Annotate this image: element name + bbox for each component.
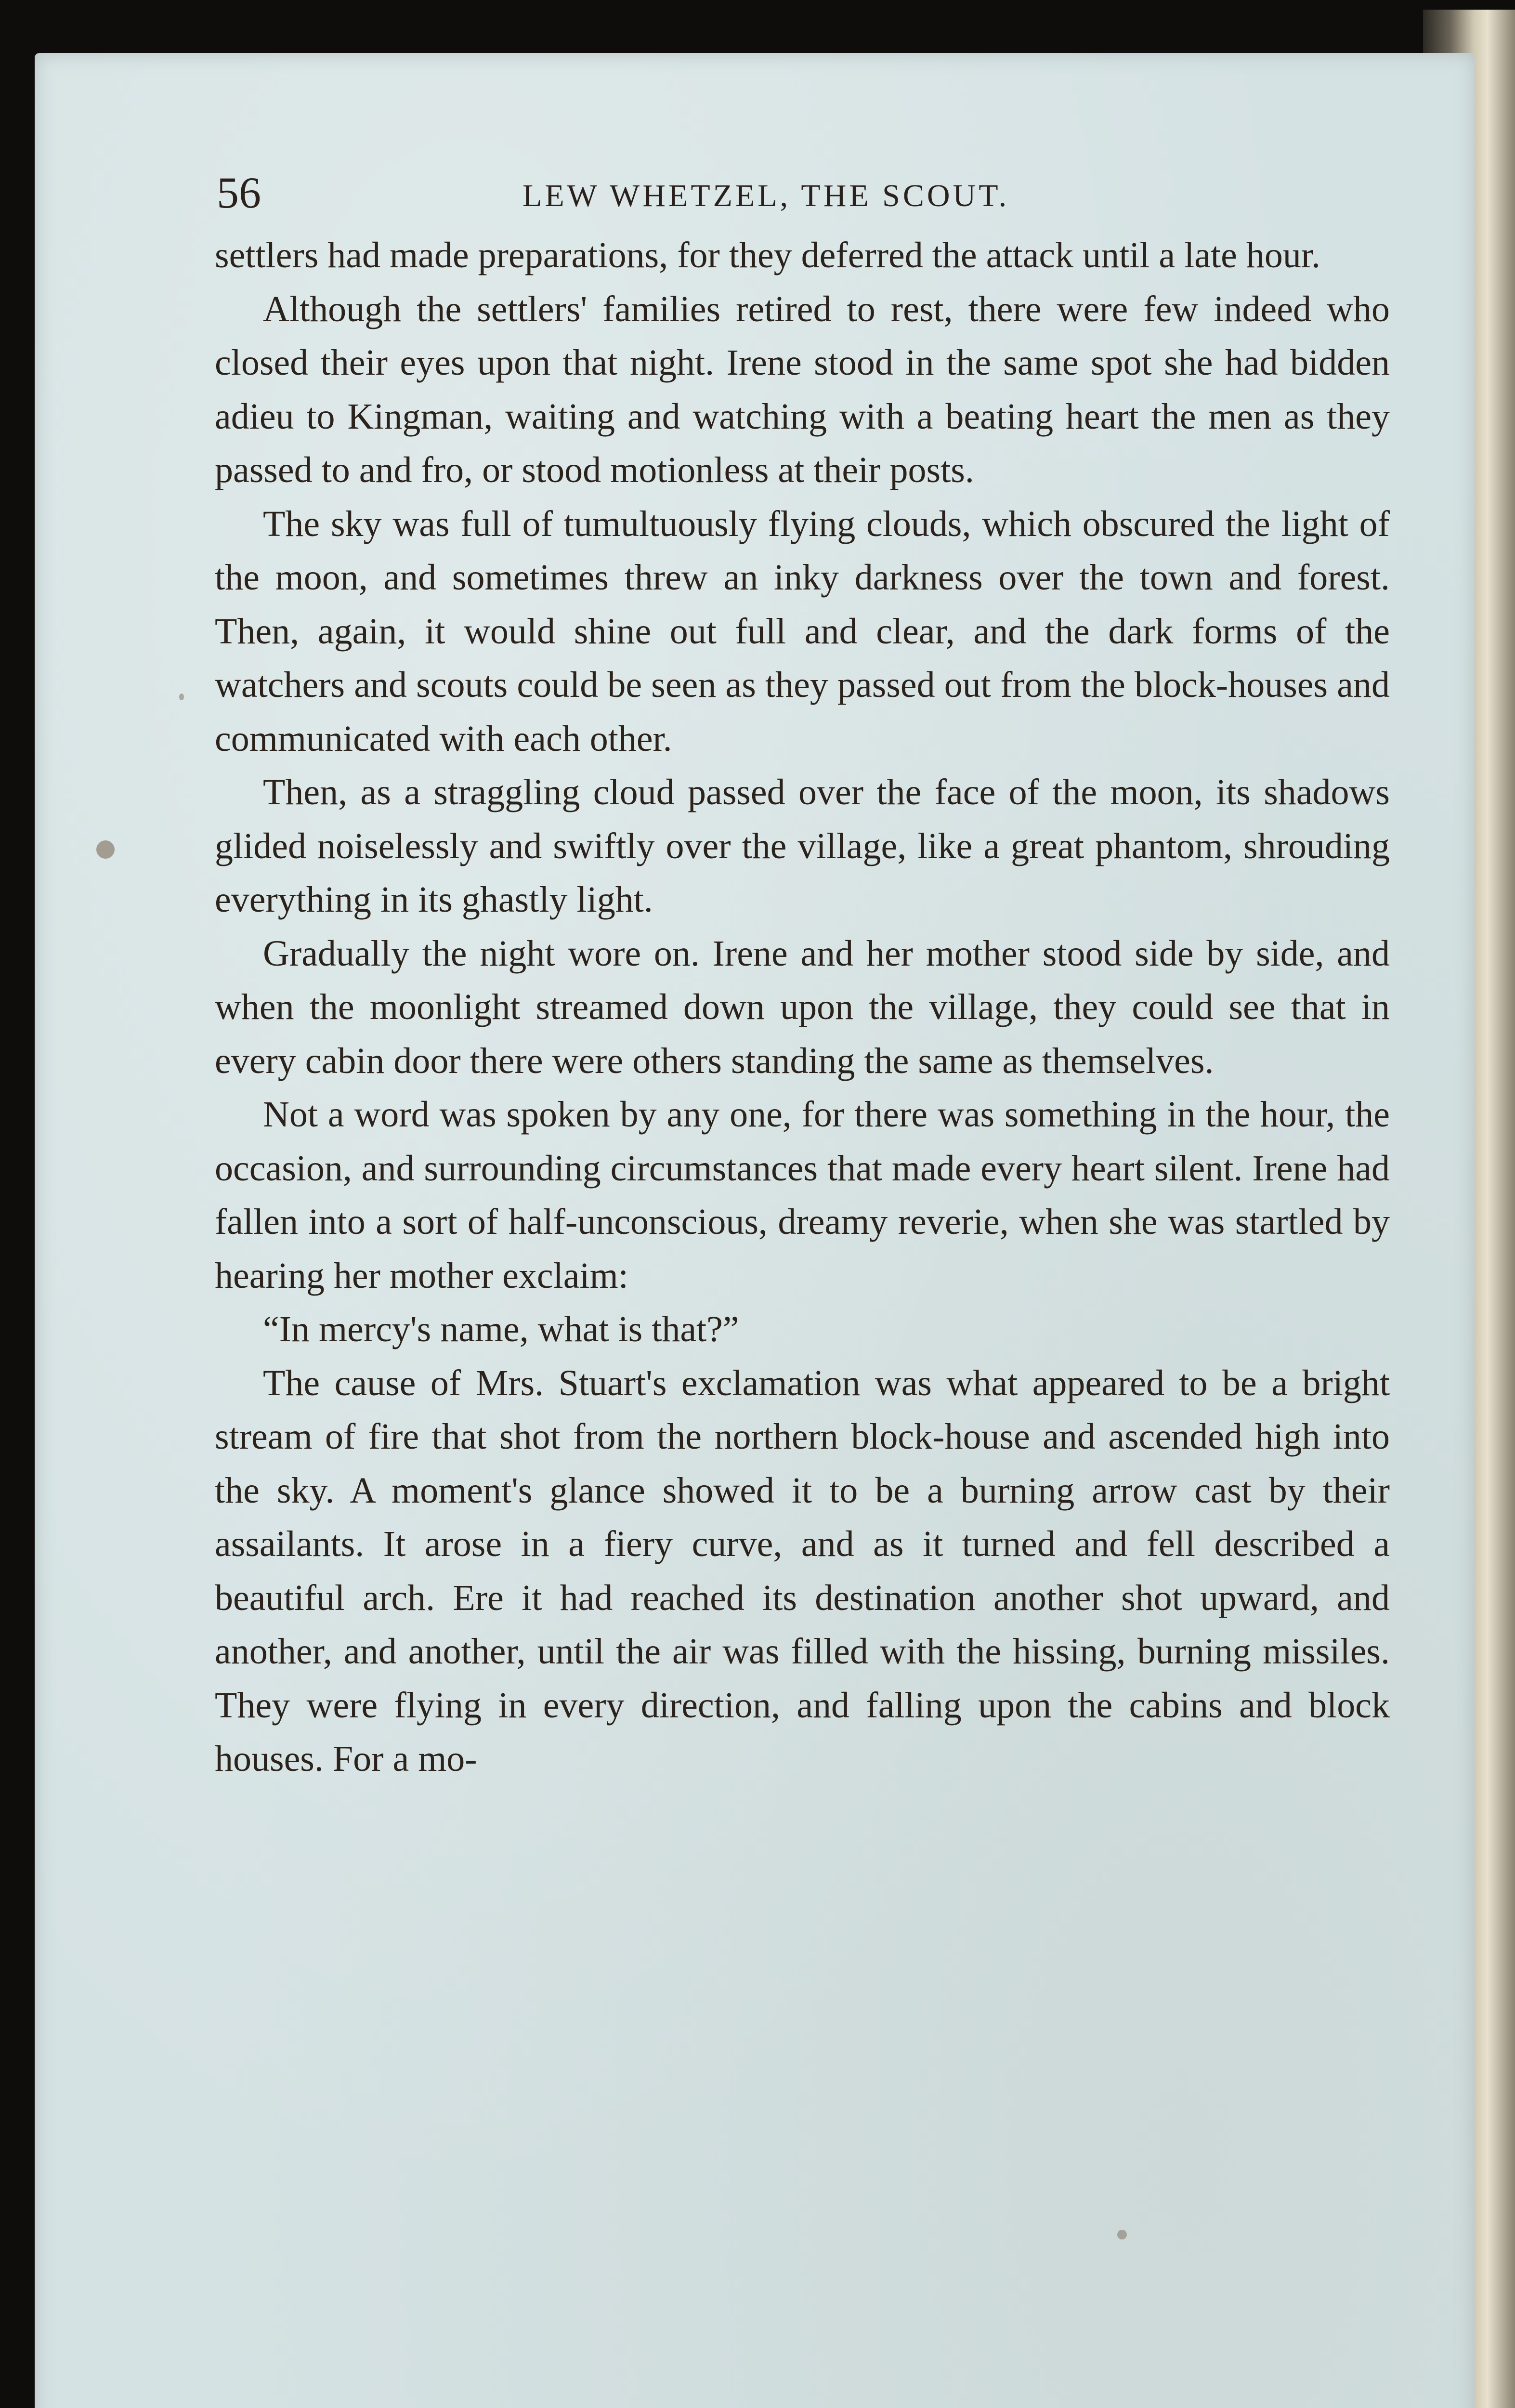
page-header — [217, 166, 1392, 229]
paragraph-5: Gradually the night wore on. Irene and her mother stood side by side, and when the moonlight streamed down upon the village, they could see that in every cabin door there were others standing the same as themselves. — [215, 933, 1390, 1081]
paragraph-8: The cause of Mrs. Stuart's exclamation was what appeared to be a bright stream of fire that shot from the northern block-house and ascended high into the sky. A moment's glance showed it to be a burning arrow cast by their assailants. It arose in a fiery curve, and as it turned and fell described a beautiful arch. Ere it had reached its destination another shot upward, and another, and another, until the air was filled with the hissing, burning missiles. They were flying in every direction, and falling upon the cabins and block houses. For a mo- — [215, 1362, 1390, 1779]
paragraph-4: Then, as a straggling cloud passed over the face of the moon, its shadows glided noiselessly and swiftly over the village, like a great phantom, shrouding everything in its ghastly light. — [215, 772, 1390, 920]
running-head: LEW WHETZEL, THE SCOUT. — [522, 178, 1010, 213]
paragraph-2: Although the settlers' families retired to rest, there were few indeed who closed their eyes upon that night. Irene stood in the same spot she had bidden adieu to Kingman, waiting and watching with a beating heart the men as they passed to and fro, or stood motionless at their posts. — [215, 288, 1390, 490]
paragraph-6: Not a word was spoken by any one, for there was something in the hour, the occasion, and surrounding circumstances that made every heart silent. Irene had fallen into a sort of half-unconscious, dreamy reverie, when she was startled by hearing her mother exclaim: — [215, 1094, 1390, 1296]
page-number: 56 — [217, 168, 261, 217]
paragraph-3: The sky was full of tumultuously flying clouds, which obscured the light of the moon, and sometimes threw an inky darkness over the town and forest. Then, again, it would shine out full and clear, and the dark forms of the watchers and scouts could be seen as they passed out from the block-houses and communicated with each other. — [215, 503, 1390, 759]
text-body — [215, 229, 1390, 1786]
paragraph-7: “In mercy's name, what is that?” — [263, 1309, 739, 1349]
paragraph-1: settlers had made preparations, for they deferred the attack until a late hour. — [215, 235, 1320, 275]
